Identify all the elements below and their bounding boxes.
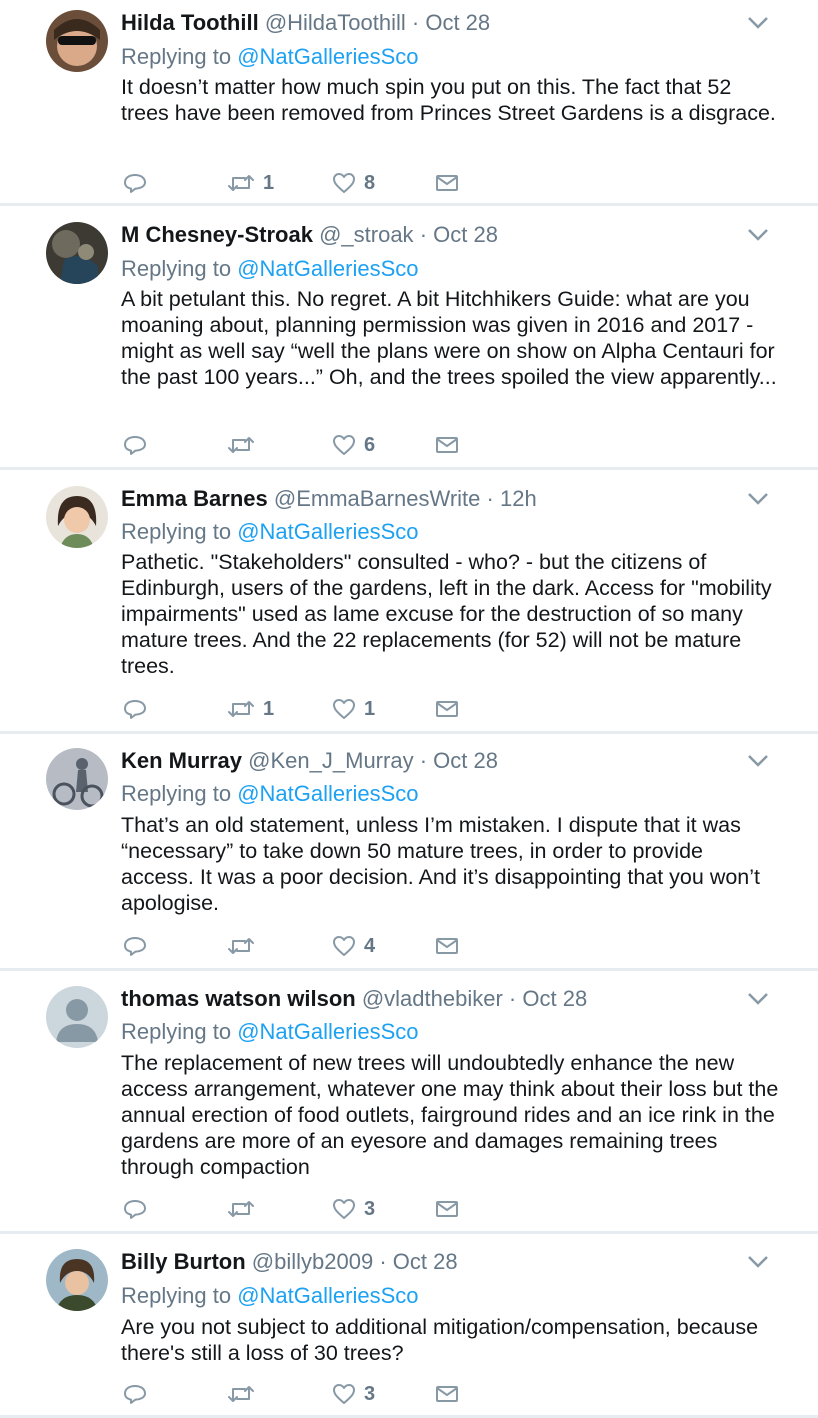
replying-to: [121, 1283, 419, 1309]
message-button[interactable]: [435, 1379, 459, 1409]
reply-icon: [123, 1198, 147, 1220]
reply-icon: [123, 698, 147, 720]
timestamp[interactable]: Oct 28: [433, 222, 498, 247]
tweet-header: [121, 748, 498, 774]
retweet-button[interactable]: [227, 1194, 263, 1224]
replying-to: [121, 256, 419, 282]
tweet-actions: [0, 430, 818, 460]
replying-to-label: Replying to: [121, 1283, 232, 1308]
timestamp[interactable]: Oct 28: [392, 1249, 458, 1274]
envelope-icon: [435, 1384, 459, 1404]
user-handle[interactable]: @EmmaBarnesWrite: [273, 486, 481, 511]
tweet-text: The replacement of new trees will undoubtedly enhance the new access arrangement, whatever one may think about their loss but the annual erection of food outlets, fairground rides and an ice rink in the gardens are more of an eyesore and damages remaining trees through compaction: [121, 1051, 779, 1179]
replying-to-label: Replying to: [121, 519, 232, 544]
chevron-down-icon[interactable]: [746, 1254, 770, 1270]
tweet-actions: [0, 168, 818, 198]
chevron-down-icon[interactable]: [746, 753, 770, 769]
replying-to-label: Replying to: [121, 781, 232, 806]
like-button[interactable]: [332, 1379, 375, 1409]
retweet-button[interactable]: [227, 430, 263, 460]
heart-icon: [332, 172, 356, 194]
tweet[interactable]: [0, 206, 818, 470]
envelope-icon: [435, 435, 459, 455]
display-name[interactable]: Emma Barnes: [121, 486, 268, 511]
display-name[interactable]: M Chesney-Stroak: [121, 222, 313, 247]
avatar[interactable]: [46, 486, 108, 548]
tweet-header: [121, 222, 498, 248]
reply-button[interactable]: [123, 168, 147, 198]
mention-link[interactable]: @NatGalleriesSco: [237, 1019, 419, 1044]
message-button[interactable]: [435, 168, 459, 198]
like-count: 3: [364, 1197, 376, 1220]
tweet[interactable]: [0, 734, 818, 971]
tweet-actions: [0, 931, 818, 961]
separator-dot: ·: [411, 10, 420, 35]
avatar[interactable]: [46, 1249, 108, 1311]
message-button[interactable]: [435, 1194, 459, 1224]
mention-link[interactable]: @NatGalleriesSco: [237, 781, 419, 806]
like-button[interactable]: [332, 1194, 375, 1224]
separator-dot: ·: [379, 1249, 387, 1274]
tweet-header: [121, 1249, 458, 1275]
retweet-button[interactable]: [227, 931, 263, 961]
heart-icon: [332, 1383, 356, 1405]
tweet-text: A bit petulant this. No regret. A bit Hitchhikers Guide: what are you moaning about, planning permission was given in 2016 and 2017 - might as well say “well the plans were on show on Alpha Centauri for the past 100 years...” Oh, and the trees spoiled the view apparently...: [121, 287, 777, 389]
tweet[interactable]: [0, 971, 818, 1234]
separator-dot: ·: [419, 222, 428, 247]
retweet-icon: [227, 935, 255, 957]
avatar[interactable]: [46, 222, 108, 284]
like-button[interactable]: [332, 694, 375, 724]
user-handle[interactable]: @billyb2009: [251, 1249, 374, 1274]
mention-link[interactable]: @NatGalleriesSco: [237, 1283, 419, 1308]
mention-link[interactable]: @NatGalleriesSco: [237, 44, 419, 69]
tweet-header: [121, 10, 490, 36]
retweet-icon: [227, 172, 255, 194]
tweet[interactable]: [0, 0, 818, 206]
like-count: 3: [364, 1382, 376, 1405]
like-button[interactable]: [332, 168, 375, 198]
user-handle[interactable]: @Ken_J_Murray: [248, 748, 414, 773]
chevron-down-icon[interactable]: [746, 991, 770, 1007]
like-button[interactable]: [332, 931, 375, 961]
tweet-text: Pathetic. "Stakeholders" consulted - who? - but the citizens of Edinburgh, users of the gardens, left in the dark. Access for "mobility impairments" used as lame excuse for the destruction of so many mature trees. And the 22 replacements (for 52) will not be mature trees.: [121, 550, 772, 678]
mention-link[interactable]: @NatGalleriesSco: [237, 256, 419, 281]
retweet-icon: [227, 1198, 255, 1220]
reply-icon: [123, 172, 147, 194]
retweet-button[interactable]: [227, 694, 274, 724]
like-count: 8: [364, 171, 376, 194]
retweet-button[interactable]: [227, 1379, 263, 1409]
chevron-down-icon[interactable]: [746, 491, 770, 507]
envelope-icon: [435, 173, 459, 193]
like-count: 6: [364, 433, 376, 456]
heart-icon: [332, 1198, 356, 1220]
tweet[interactable]: [0, 1234, 818, 1418]
retweet-count: 1: [263, 697, 275, 720]
display-name[interactable]: Hilda Toothill: [121, 10, 259, 35]
chevron-down-icon[interactable]: [746, 15, 770, 31]
replying-to-label: Replying to: [121, 256, 232, 281]
reply-icon: [123, 434, 147, 456]
tweet-header: [121, 986, 587, 1012]
display-name[interactable]: thomas watson wilson: [121, 986, 356, 1011]
like-count: 4: [364, 934, 376, 957]
retweet-button[interactable]: [227, 168, 274, 198]
reply-button[interactable]: [123, 1194, 147, 1224]
separator-dot: ·: [486, 486, 494, 511]
replying-to: [121, 44, 419, 70]
tweet-actions: [0, 694, 818, 724]
envelope-icon: [435, 936, 459, 956]
message-button[interactable]: [435, 694, 459, 724]
separator-dot: ·: [508, 986, 517, 1011]
tweet-actions: [0, 1194, 818, 1224]
tweet-text: That’s an old statement, unless I’m mistaken. I dispute that it was “necessary” to take down 50 mature trees, in order to provide access. It was a poor decision. And it’s disappointing that you won’t apologise.: [121, 813, 761, 915]
display-name[interactable]: Billy Burton: [121, 1249, 246, 1274]
retweet-icon: [227, 698, 255, 720]
tweet-header: [121, 486, 537, 512]
replying-to-label: Replying to: [121, 1019, 232, 1044]
user-handle[interactable]: @HildaToothill: [264, 10, 406, 35]
separator-dot: ·: [419, 748, 428, 773]
message-button[interactable]: [435, 430, 459, 460]
tweet-actions: [0, 1379, 818, 1409]
reply-button[interactable]: [123, 1379, 147, 1409]
heart-icon: [332, 935, 356, 957]
reply-icon: [123, 1383, 147, 1405]
display-name[interactable]: Ken Murray: [121, 748, 243, 773]
mention-link[interactable]: @NatGalleriesSco: [237, 519, 419, 544]
timestamp[interactable]: Oct 28: [433, 748, 498, 773]
user-handle[interactable]: @_stroak: [319, 222, 414, 247]
retweet-count: 1: [263, 171, 275, 194]
timestamp[interactable]: Oct 28: [522, 986, 588, 1011]
tweet[interactable]: [0, 470, 818, 734]
avatar[interactable]: [46, 986, 108, 1048]
timestamp[interactable]: 12h: [499, 486, 537, 511]
reply-button[interactable]: [123, 430, 147, 460]
reply-button[interactable]: [123, 931, 147, 961]
avatar[interactable]: [46, 748, 108, 810]
replying-to: [121, 781, 419, 807]
tweet-text: Are you not subject to additional mitigation/compensation, because there's still a loss of 30 trees?: [121, 1315, 759, 1365]
message-button[interactable]: [435, 931, 459, 961]
retweet-icon: [227, 434, 255, 456]
retweet-icon: [227, 1383, 255, 1405]
tweet-text: It doesn’t matter how much spin you put on this. The fact that 52 trees have been removed from Princes Street Gardens is a disgrace.: [121, 75, 776, 125]
reply-button[interactable]: [123, 694, 147, 724]
heart-icon: [332, 698, 356, 720]
timestamp[interactable]: Oct 28: [425, 10, 491, 35]
avatar[interactable]: [46, 10, 108, 72]
reply-icon: [123, 935, 147, 957]
envelope-icon: [435, 699, 459, 719]
chevron-down-icon[interactable]: [746, 227, 770, 243]
like-button[interactable]: [332, 430, 375, 460]
heart-icon: [332, 434, 356, 456]
envelope-icon: [435, 1199, 459, 1219]
like-count: 1: [364, 697, 376, 720]
replying-to: [121, 1019, 419, 1045]
replying-to-label: Replying to: [121, 44, 232, 69]
user-handle[interactable]: @vladthebiker: [361, 986, 503, 1011]
replying-to: [121, 519, 419, 545]
